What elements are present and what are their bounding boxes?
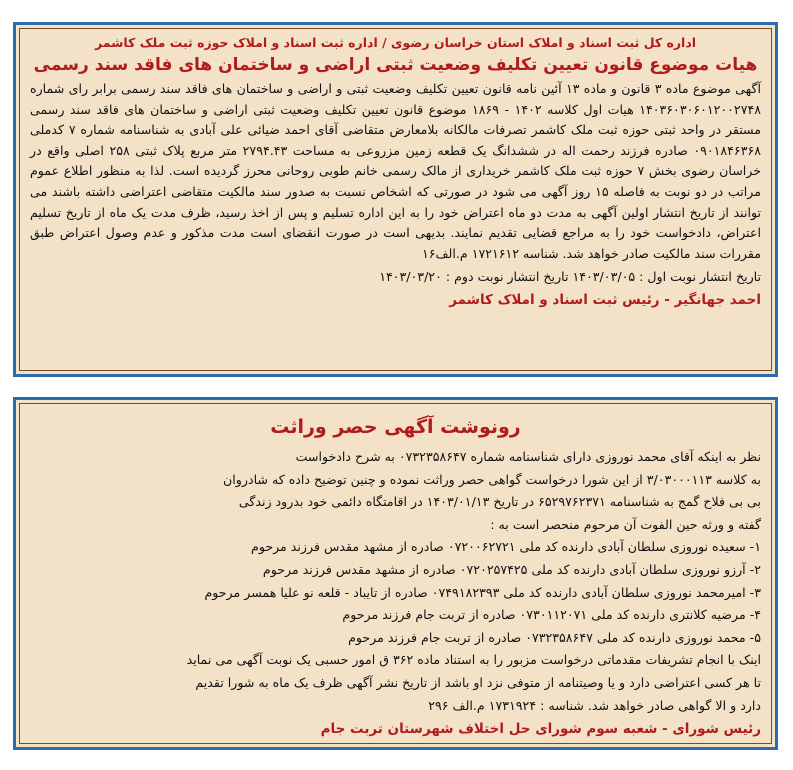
- heir-item: ۲- آرزو نوروزی سلطان آبادی دارنده کد ملی ۰۷۲۰۲۵۷۴۲۵ صادره از مشهد مقدس فرزند مرحوم: [262, 561, 761, 577]
- body-line: تا هر کسی اعتراضی دارد و یا وصیتنامه از متوفی نزد او باشد از تاریخ نشر آگهی ظرف یک ماه به شورا تقدیم: [195, 674, 761, 690]
- notice-header: اداره کل ثبت اسناد و املاک استان خراسان رضوی / اداره ثبت اسناد و املاک حوزه ثبت ملک کاشمر: [94, 35, 697, 50]
- inheritance-notice: [13, 397, 778, 750]
- publication-dates: تاریخ انتشار نوبت اول : ۱۴۰۳/۰۳/۰۵ تاریخ انتشار نوبت دوم : ۱۴۰۳/۰۳/۲۰: [379, 269, 761, 285]
- heir-item: ۵- محمد نوروزی دارنده کد ملی ۰۷۳۲۳۵۸۶۴۷ صادره از تربت جام فرزند مرحوم: [348, 629, 761, 645]
- registry-notice: [13, 22, 778, 377]
- notice-body: [30, 79, 761, 264]
- body-line: دارد و الا گواهی صادر خواهد شد. شناسه : ۱۷۳۱۹۲۴ م.الف ۲۹۶: [428, 697, 761, 713]
- heir-item: ۱- سعیده نوروزی سلطان آبادی دارنده کد ملی ۰۷۲۰۰۶۲۷۲۱ صادره از مشهد مقدس فرزند مرحوم: [251, 539, 761, 555]
- body-line: بی بی فلاح گمج به شناسنامه ۶۵۲۹۷۶۲۳۷۱ در تاریخ ۱۴۰۳/۰۱/۱۳ در اقامتگاه دائمی خود بدرود زندگی: [238, 494, 761, 510]
- notice-title: رونوشت آگهی حصر وراثت: [270, 416, 521, 438]
- notice-signature: رئیس شورای - شعبه سوم شورای حل اختلاف شهرستان تربت جام: [320, 721, 761, 738]
- body-line: نظر به اینکه آقای محمد نوروزی دارای شناسنامه شماره ۰۷۳۲۳۵۸۶۴۷ به شرح دادخواست: [295, 449, 761, 464]
- notice-signature: احمد جهانگیر - رئیس ثبت اسناد و املاک کاشمر: [449, 292, 761, 309]
- notice-body: [30, 446, 761, 717]
- body-line: اینک با انجام تشریفات مقدماتی درخواست مزبور را به استناد ماده ۳۶۲ ق امور حسبی یک نوبت آگهی می نماید: [186, 652, 761, 668]
- notice-body-text: آگهی موضوع ماده ۳ قانون و ماده ۱۳ آئین نامه قانون تعیین تکلیف وضعیت ثبتی و اراضی و ساختمان های فاقد سند رسمی برابر رای شماره ۱۴۰۳۶۰۳۰۶۰۱۲۰۰۲۷۴۸ هیات اول کلاسه ۱۴۰۲ - ۱۸۶۹ موضوع قانون تعیین تکلیف وضعیت ثبتی اراضی و ساختمان های فاقد سند رسمی مستقر در واحد ثبتی حوزه ثبت ملک کاشمر تصرفات مالکانه بلامعارض متقاضی آقای احمد ضیائی علی آبادی به شناسنامه شماره ۷ کدملی ۰۹۰۱۸۴۶۳۶۸ صادره فرزند رحمت اله در ششدانگ یک قطعه زمین مزروعی به مساحت ۲۷۹۴.۴۳ متر مربع پلاک ثبتی ۲۵۸ اصلی واقع در خراسان رضوی بخش ۷ حوزه ثبت ملک کاشمر خریداری از مالک رسمی خانم طوبی روحانی محرز گردیده است. لذا به منظور اطلاع عموم مراتب در دو نوبت به فاصله ۱۵ روز آگهی می شود در صورتی که اشخاص نسبت به صدور سند مالکیت متقاضی اعتراضی داشته باشند می توانند از تاریخ انتشار اولین آگهی به مدت دو ماه اعتراض خود را به این اداره تسلیم و پس از اخذ رسید، ظرف مدت یک ماه از تاریخ تسلیم اعتراض، دادخواست خود را به مراجع قضایی تقدیم نمایند. بدیهی است در صورت انقضای است مدت مذکور و عدم وصول اعتراض طبق مقررات سند مالکیت صادر خواهد شد. شناسه ۱۷۲۱۶۱۲ م.الف۱۶: [30, 81, 761, 261]
- body-line: گفته و ورثه حین الفوت آن مرحوم منحصر است به :: [490, 516, 761, 532]
- heir-item: ۳- امیرمحمد نوروزی سلطان آبادی دارنده کد ملی ۰۷۴۹۱۸۲۳۹۳ صادره از تایباد - قلعه نو علیا همسر مرحوم: [204, 584, 761, 600]
- notice-frame: [19, 28, 772, 371]
- heir-item: ۴- مرضیه کلانتری دارنده کد ملی ۰۷۳۰۱۱۲۰۷۱ صادره از تربت جام فرزند مرحوم: [342, 607, 761, 623]
- notice-frame: [19, 403, 772, 744]
- body-line: به کلاسه ۳/۰۳۰۰۰۱۱۳ از این شورا درخواست گواهی حصر وراثت نموده و چنین توضیح داده که شادروان: [223, 471, 761, 487]
- notice-title: هیات موضوع قانون تعیین تکلیف وضعیت ثبتی اراضی و ساختمان های فاقد سند رسمی: [33, 55, 758, 75]
